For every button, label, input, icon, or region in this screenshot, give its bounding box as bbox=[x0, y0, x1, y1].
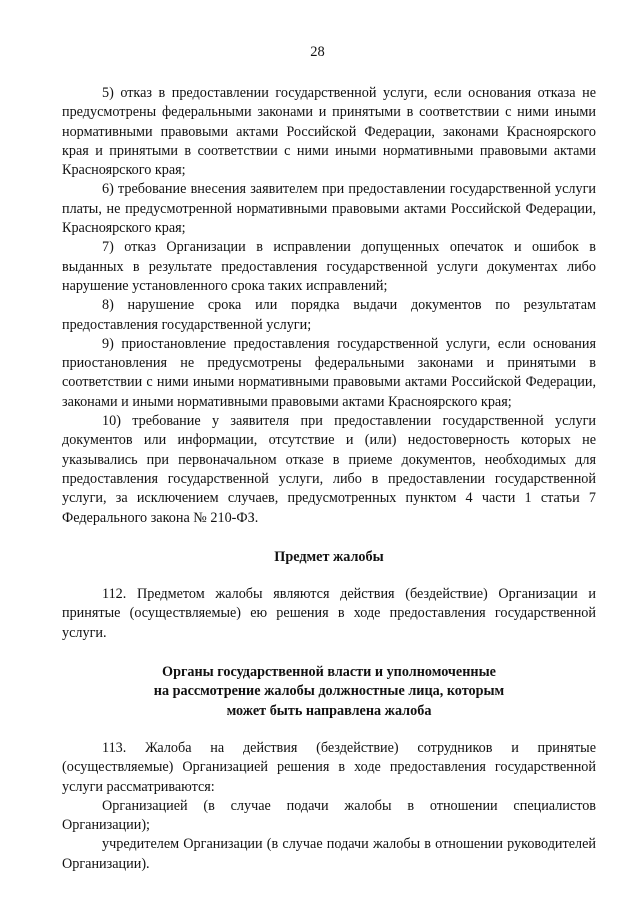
section-heading-authorities bbox=[62, 663, 596, 721]
paragraph-founder: учредителем Организации (в случае подачи жалобы в отношении руководителей Организации). bbox=[62, 836, 596, 872]
list-item-7: 7) отказ Организации в исправлении допущенных опечаток и ошибок в выданных в результате предоставления государственной услуги документах либо нарушение установленного срока таких исправлений; bbox=[62, 239, 596, 294]
list-item-5: 5) отказ в предоставлении государственной услуги, если основания отказа не предусмотрены федеральными законами и принятыми в соответствии с ними иными нормативными правовыми актами Российской Федерации, законами Красноярского края и принятыми в соответствии с ними иными нормативными правовыми актами Красноярского края; bbox=[62, 85, 596, 179]
paragraph-organization: Организацией (в случае подачи жалобы в отношении специалистов Организации); bbox=[62, 797, 596, 834]
section-heading-line: Органы государственной власти и уполномоченные bbox=[162, 664, 496, 681]
paragraph-113: 113. Жалоба на действия (бездействие) сотрудников и принятые (осуществляемые) Организацией решения в ходе предоставления государственной услуги рассматриваются: bbox=[62, 739, 596, 795]
list-item-9: 9) приостановление предоставления государственной услуги, если основания приостановления не предусмотрены федеральными законами и принятыми в соответствии с ними иными нормативными правовыми актами Российской Федерации, законами и иными нормативными правовыми актами Красноярского края; bbox=[62, 335, 596, 410]
paragraph-112: 112. Предметом жалобы являются действия (бездействие) Организации и принятые (осуществляемые) ею решения в ходе предоставления государственной услуги. bbox=[62, 586, 596, 641]
list-item-6: 6) требование внесения заявителем при предоставлении государственной услуги платы, не предусмотренной нормативными правовыми актами Российской Федерации, Красноярского края; bbox=[62, 181, 596, 237]
document-body bbox=[62, 84, 596, 874]
list-item-8: 8) нарушение срока или порядка выдачи документов по результатам предоставления государственной услуги; bbox=[62, 297, 596, 333]
section-heading-line: на рассмотрение жалобы должностные лица, которым bbox=[153, 683, 505, 700]
list-item-10: 10) требование у заявителя при предоставлении государственной услуги документов или информации, отсутствие и (или) недостоверность которых не указывались при первоначальном отказе в приеме документов, необходимых для предоставления государственной услуги, либо в предоставлении государственной услуги, за исключением случаев, предусмотренных пунктом 4 части 1 статьи 7 Федерального закона № 210-ФЗ. bbox=[62, 413, 596, 526]
section-heading-complaint-subject: Предмет жалобы bbox=[274, 548, 384, 565]
section-heading-line: может быть направлена жалоба bbox=[226, 702, 432, 719]
page-number: 28 bbox=[310, 44, 325, 60]
